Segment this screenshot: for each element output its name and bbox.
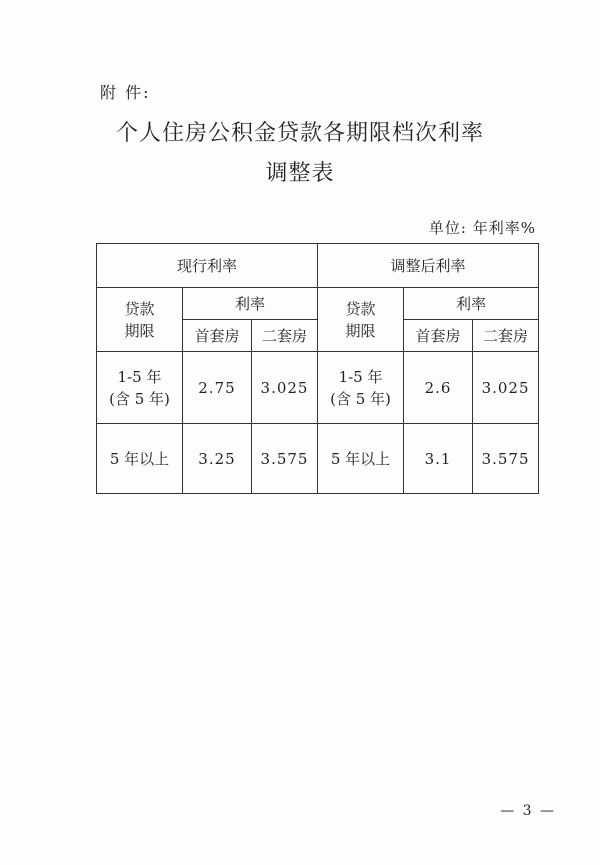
term-cell: 5 年以上 bbox=[97, 424, 183, 494]
term-line1: 1-5 年 bbox=[117, 367, 162, 386]
rate-cell: 3.025 bbox=[473, 352, 539, 424]
unit-note: 单位: 年利率% bbox=[428, 219, 536, 237]
document-title-line2: 调整表 bbox=[265, 161, 335, 186]
table-row bbox=[97, 424, 539, 494]
first-home-header: 首套房 bbox=[183, 320, 252, 352]
term-header-line1: 贷款 bbox=[345, 299, 376, 318]
rate-cell: 3.25 bbox=[183, 424, 252, 494]
first-home-header: 首套房 bbox=[404, 320, 473, 352]
term-line1: 1-5 年 bbox=[338, 367, 383, 386]
rate-cell: 3.575 bbox=[473, 424, 539, 494]
group-current-rate: 现行利率 bbox=[97, 244, 318, 288]
second-home-header: 二套房 bbox=[252, 320, 318, 352]
page-number: — 3 — bbox=[500, 803, 556, 819]
term-line2: (含 5 年) bbox=[109, 389, 170, 408]
rate-cell: 2.6 bbox=[404, 352, 473, 424]
group-adjusted-rate: 调整后利率 bbox=[318, 244, 539, 288]
term-cell: 5 年以上 bbox=[318, 424, 404, 494]
table-row bbox=[97, 352, 539, 424]
table-header-row bbox=[97, 244, 539, 288]
term-header-current bbox=[97, 288, 183, 352]
table-subheader-row bbox=[97, 288, 539, 320]
term-cell bbox=[97, 352, 183, 424]
rate-header-current: 利率 bbox=[183, 288, 318, 320]
rate-cell: 3.1 bbox=[404, 424, 473, 494]
term-line2: (含 5 年) bbox=[330, 389, 391, 408]
rate-header-adjusted: 利率 bbox=[404, 288, 539, 320]
term-header-line2: 期限 bbox=[345, 321, 376, 340]
attachment-label: 附 件: bbox=[100, 83, 151, 102]
term-header-line2: 期限 bbox=[124, 321, 155, 340]
term-header-line1: 贷款 bbox=[124, 299, 155, 318]
document-title-line1: 个人住房公积金贷款各期限档次利率 bbox=[115, 121, 484, 146]
rate-table bbox=[96, 243, 539, 494]
rate-cell: 3.575 bbox=[252, 424, 318, 494]
term-header-adjusted bbox=[318, 288, 404, 352]
rate-cell: 2.75 bbox=[183, 352, 252, 424]
second-home-header: 二套房 bbox=[473, 320, 539, 352]
term-cell bbox=[318, 352, 404, 424]
rate-cell: 3.025 bbox=[252, 352, 318, 424]
